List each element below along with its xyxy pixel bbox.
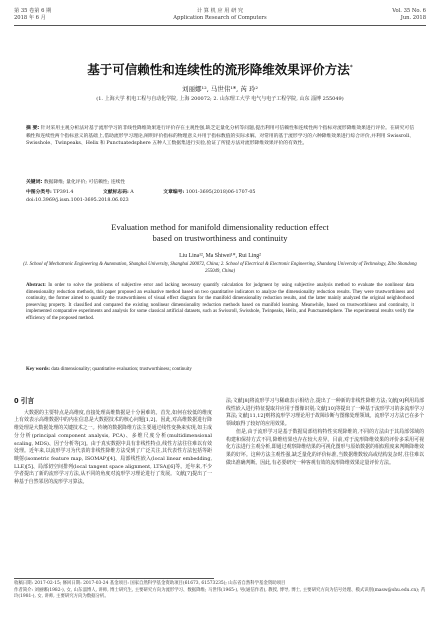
abstract-cn (26, 125, 414, 148)
article-no-value: 1001-3695(2018)06-1707-05 (185, 190, 256, 195)
abstract-cn-text: 针对采用主观分析法对基于流形学习的非线性降维效果进行评价存在主观性强,缺乏定量化分析等问题,提出利用可信赖性和连续性两个指标对流形降维效果进行评价。在研究可信赖性和连续性两个指标意义的基础上,借助流形学习理论,阐明评价指标的物理意义并用于指标数值的实际求解。对常用的基于流形学习的六种降维效果进行综合评价,并利用 Swissroll、Swisshole、Twinpeaks、Helix 和 Punctuatedsphere 五种人工数据集进行实验,验证了所提方法对流形降维效果评价的有效性。 (26, 126, 415, 147)
article-no-label: 文章编号: (163, 189, 185, 195)
body-column-left (14, 398, 212, 487)
body-paragraph: 但是,由于流形学习是基于数据局部结构特性实现降维的,不同的方法由于其局部邻域的构建和保持方式不同,降维结果也存在较大差异。目前,对于流形降维效果的评价多采用可视化方法进行主观分析,即通过观察降维结果的可视化图形与原始数据的相似程度来判断降维效果的好坏。这种方法主观性强,缺乏量化的评价标准,当数据维数较高或结构复杂时,往往难以做出准确判断。因此,有必要研究一种客观有效的流形降维效果定量评价方法。 (226, 428, 424, 466)
doc-code-label: 文献标志码: (103, 189, 129, 195)
doi: doi:10.3969/j.issn.1001-3695.2018.06.023 (26, 198, 129, 203)
header-divider (14, 25, 426, 26)
running-header (14, 8, 426, 30)
section-heading-introduction: 0 引言 (14, 397, 35, 405)
footnote: 收稿日期: 2017-02-15; 修回日期: 2017-03-24 基金项目: 国家自然科学基金资助项目(61673, 61573235); 山东省自然科学基金资助项目 作者简介: 刘丽娜(1982-), 女, 山东淄博人, 讲师, 博士研究生, 主要研究方向为流形学习、数据降维; 马世伟(1965-), 男(通信作者), 教授, 博导, 博士, 主要研究方向为信号处理、模式识别(masw@shu.edu.cn); 芮玲(1981-), 女, 讲师, 主要研究方向为数据分析。 (14, 581, 426, 600)
paper-title-cn (14, 60, 426, 78)
affiliations-cn: (1. 上海大学 机电工程与自动化学院, 上海 200072; 2. 山东理工大学 电气与电子工程学院, 山东 淄博 255049) (96, 96, 344, 102)
keywords-cn-label: 关键词: (26, 180, 43, 185)
header-volume-en: Vol. 35 No. 6 Jun. 2018 (392, 8, 426, 21)
keywords-en-text: data dimensionality; quantitative evaluation; trustworthiness; continuity (51, 367, 192, 372)
body-paragraph: 大数据的主要特点是高维度,直接处理高维数据是十分困难的。首先,如何在较低的维度上有效表示高维数据中的内在信息是大数据技术的核心问题[1,2]。因此,对高维数据进行降维处理是大数据处理的关键技术之一。传统的数据降维方法主要通过线性变换来实现,如主成分分析(principal component analysis, PCA)、多维尺度分析(multidimensional scaling, MDS)、因子分析等[3]。由于真实数据中具有非线性特点,线性方法往往难以有效处理。近年来,以流形学习为代表的非线性降维方法受到了广泛关注,其代表性方法包括等距映射(isometric feature map, ISOMAP)[4]、局部线性嵌入(local linear embedding, LLE)[5]、局部切空间排列(local tangent space alignment, LTSA)[6]等。近年来,不少学者提出了新的流形学习方法,从不同的角度对流形学习理论进行了发展。文献[7]提出了一种基于自然邻居的流形学习算法。 (14, 409, 212, 486)
abstract-en-text: In order to solve the problems of subjective error and lacking necessary quantify calculation for judgment by using subjective analysis method to evaluate the nonlinear data dimensionality reduction methods, this paper proposed an evaluative method based on two quantitative indicators to analyze the dimensionality reduction results. They were trustworthiness and continuity, the former aimed to quantify the trustworthiness of visual effect diagram for the manifold dimensionality reduction results, and the latter mainly analyzed the original neighborhood preserving property. It classified and compared the existing nonlinear dimensionality reduction methods based on manifold learning. Meanwhile, based on trustworthiness and continuity, it implemented comparative experiments and analysis for some classical artificial datasets, such as Swissroll, Swisshole, Twinpeaks, Helix, and Punctuatedsphere. The experimental results verify the efficiency of the proposed method. (26, 283, 414, 321)
doc-code-value: A (130, 190, 134, 195)
article-no-field (163, 190, 269, 195)
affiliations-en: (1. School of Mechatronic Engineering & Automation, Shanghai University, Shanghai 200072, China; 2. School of Electrical & Electronic Engineering, Shandong University of Technology, Zibo Shandong 255049, China) (23, 262, 417, 274)
body-paragraph: 法;文献[8]将流形学习与稀疏表示相结合,提出了一种新的非线性降维方法;文献[9]利用局部线性嵌入进行特征提取并应用于图像识别;文献[10]等提出了一种基于流形学习的多流形学习算法;文献[11,12]则将流形学习理论用于故障诊断与图像处理领域。流形学习方法已在多个领域取得了较好的应用效果。 (226, 398, 424, 428)
title-footnote-mark: * (349, 63, 353, 71)
paper-title-cn-text: 基于可信赖性和连续性的流形降维效果评价方法 (87, 62, 350, 77)
clc-field (26, 190, 87, 195)
header-journal-name: 计 算 机 应 用 研 究 Application Research of Computers (173, 8, 267, 21)
footnote-divider (14, 578, 214, 579)
abstract-cn-label: 摘 要: (26, 126, 40, 131)
abstract-en (26, 283, 414, 323)
keywords-en (26, 367, 414, 374)
doc-code-field (103, 190, 148, 195)
abstract-en-label: Abstract: (26, 283, 46, 288)
clc-label: 中图分类号: (26, 189, 52, 195)
classification-line (26, 189, 414, 196)
authors-en: Liu Lina¹², Ma Shiwei¹*, Rui Ling² (179, 253, 261, 259)
keywords-en-label: Key words: (26, 367, 51, 372)
body-column-right (226, 398, 424, 467)
header-volume-cn: 第 35 卷第 6 期 2018 年 6 月 (14, 8, 52, 21)
authors-cn: 刘丽娜¹², 马世伟¹*, 芮 玲² (181, 85, 258, 93)
paper-title-en: Evaluation method for manifold dimensionality reduction effect based on trustworthiness and continuity (111, 222, 329, 243)
clc-value: TP391.4 (53, 190, 74, 195)
keywords-cn-text: 数据降维; 量化评价; 可信赖性; 连续性 (43, 180, 126, 185)
keywords-cn (26, 179, 414, 186)
